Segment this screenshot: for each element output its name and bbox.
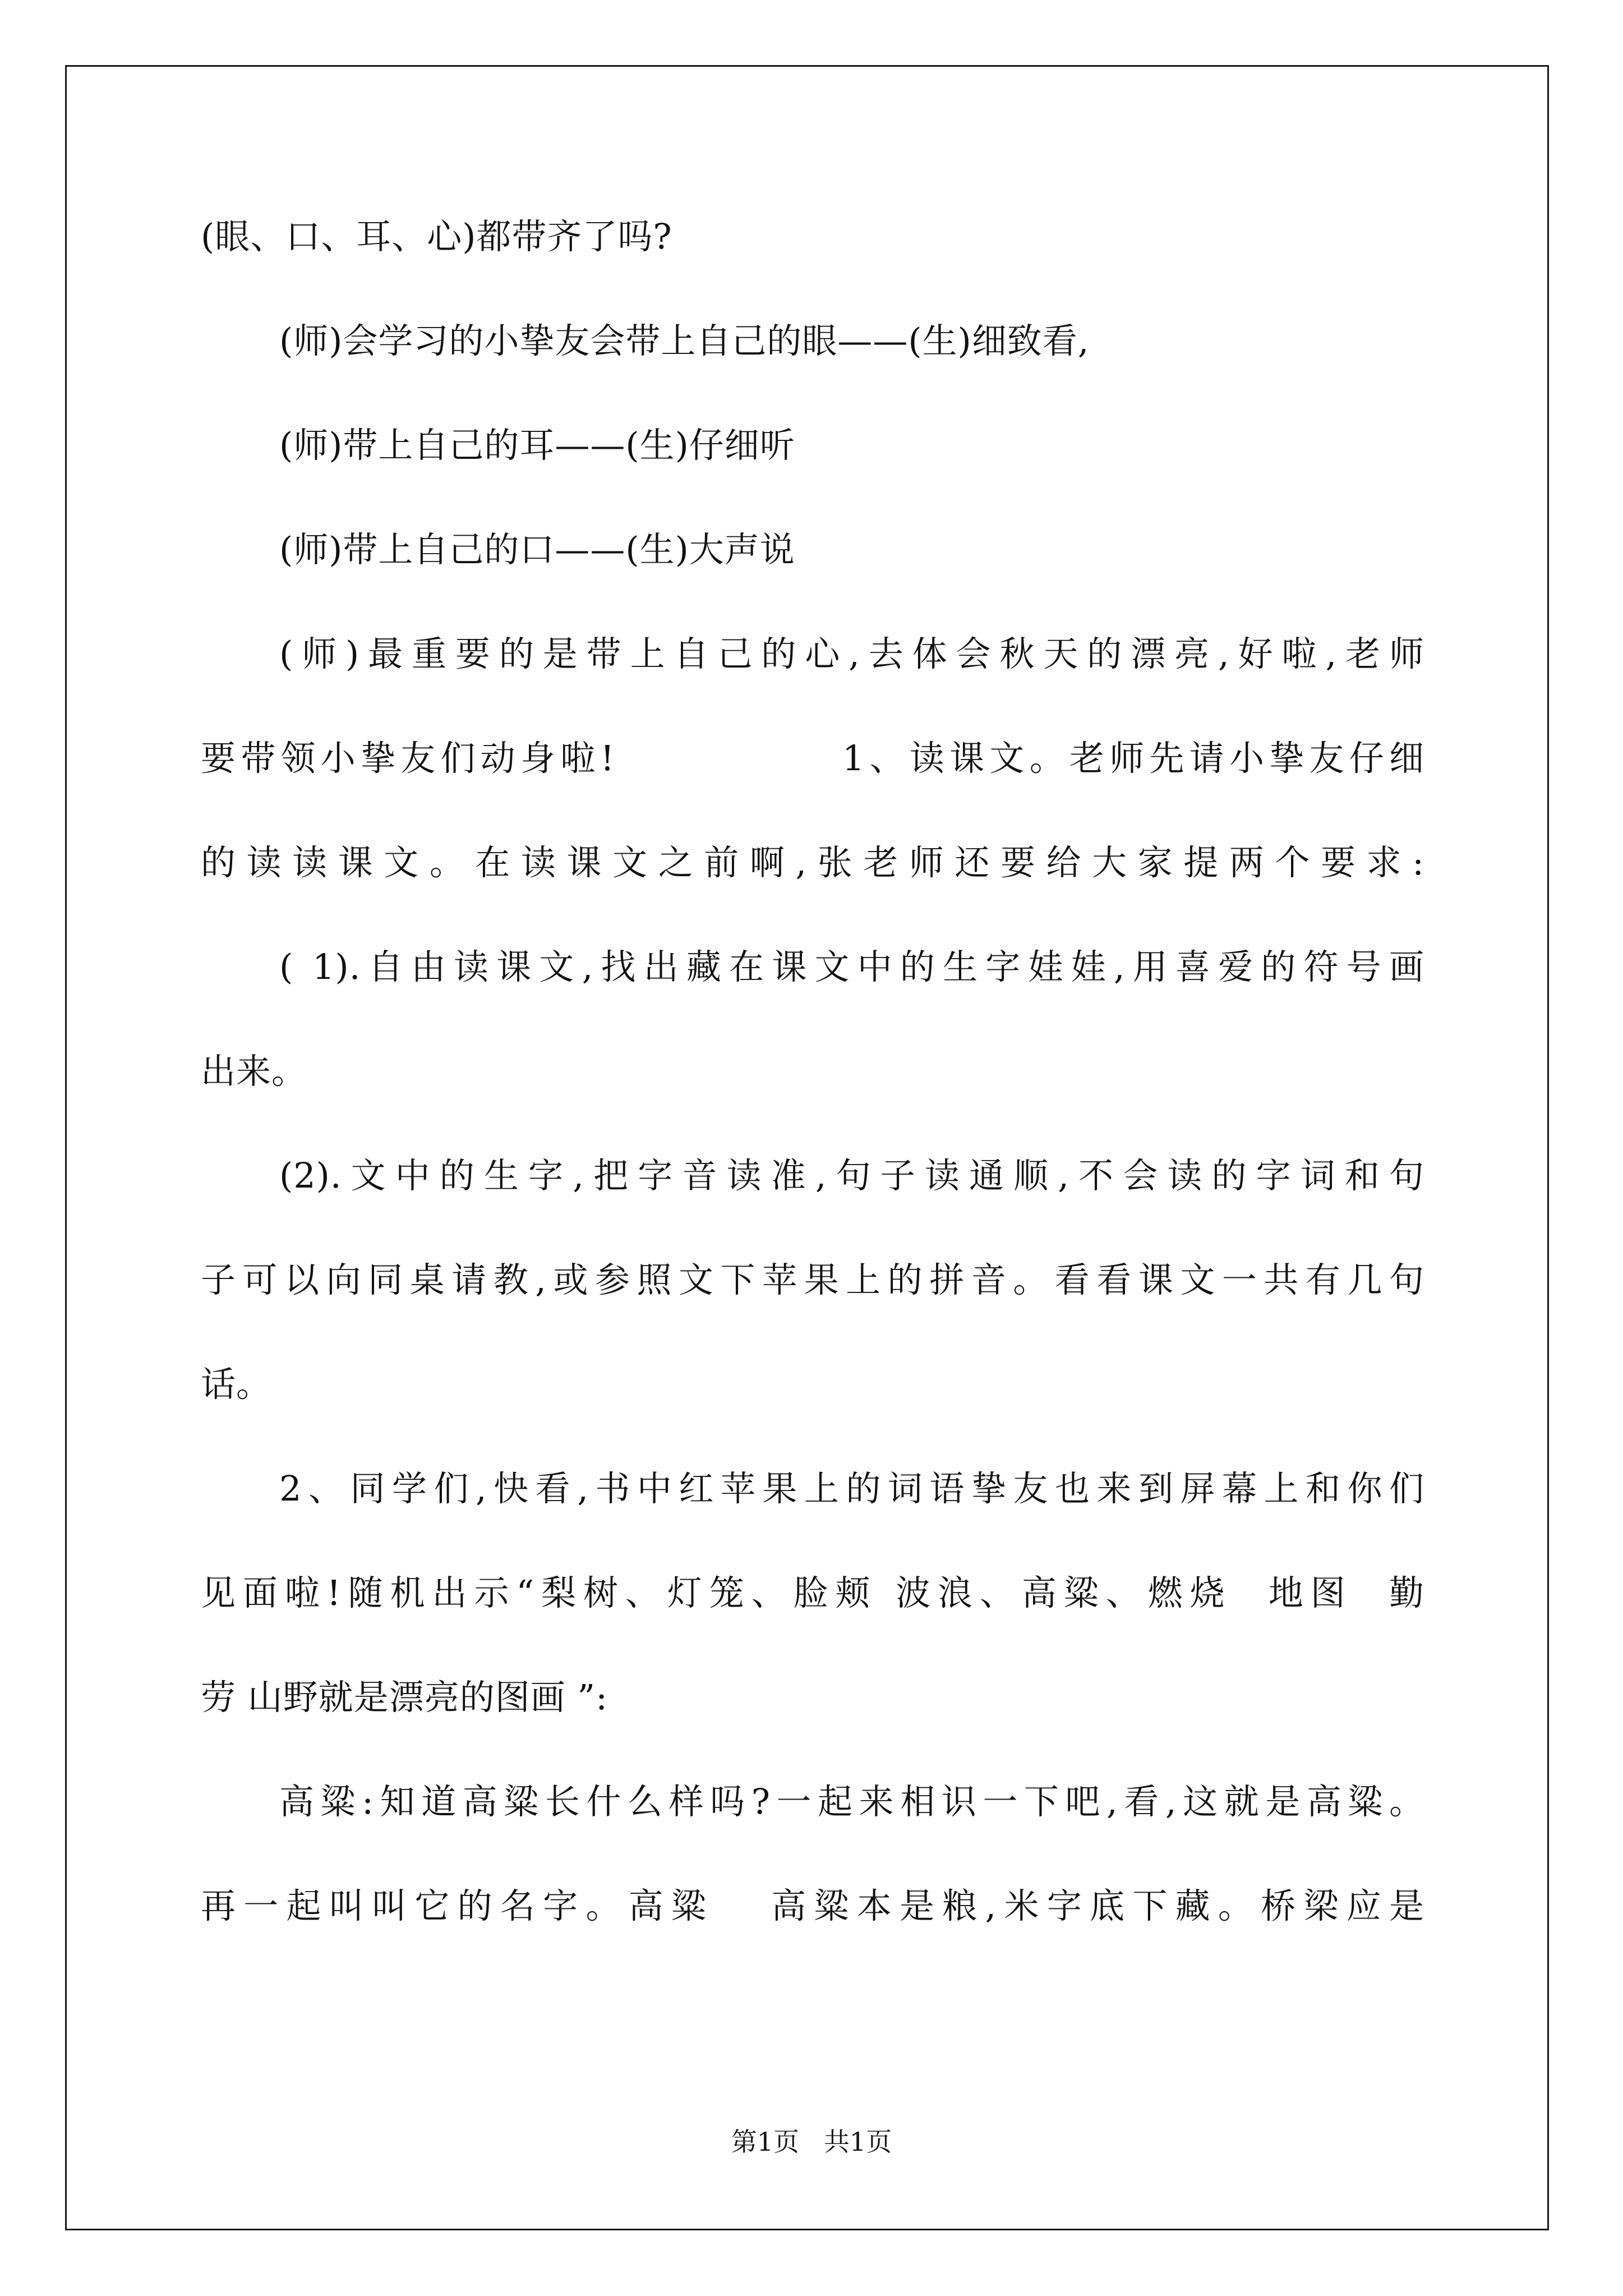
text-line: (眼、口、耳、心)都带齐了吗? (201, 216, 672, 257)
text-line: 出来。 (201, 1051, 307, 1092)
text-line: 再一起叫叫它的名字。高粱 高粱本是粮,米字底下藏。桥梁应是 (201, 1885, 1424, 1926)
text-line: 要带领小挚友们动身啦! 1、读课文。老师先请小挚友仔细 (201, 738, 1424, 779)
text-line: (师)最重要的是带上自己的心,去体会秋天的漂亮,好啦,老师 (279, 633, 1424, 674)
text-line: 2、同学们,快看,书中红苹果上的词语挚友也来到屏幕上和你们 (279, 1468, 1424, 1509)
page-footer: 第1页 共1页 (731, 2127, 892, 2157)
text-line: ( 1).自由读课文,找出藏在课文中的生字娃娃,用喜爱的符号画 (279, 946, 1424, 987)
text-line: (2).文中的生字,把字音读准,句子读通顺,不会读的字词和句 (279, 1155, 1424, 1196)
text-line: (师)带上自己的口——(生)大声说 (279, 529, 795, 570)
text-line: 的读读课文。在读课文之前啊,张老师还要给大家提两个要求: (201, 842, 1424, 883)
text-line: 高粱:知道高粱长什么样吗?一起来相识一下吧,看,这就是高粱。 (279, 1781, 1424, 1822)
text-line: 劳 山野就是漂亮的图画 ”: (201, 1677, 608, 1718)
text-line: (师)会学习的小挚友会带上自己的眼——(生)细致看, (279, 320, 1090, 361)
text-line: 话。 (201, 1364, 272, 1405)
text-line: 子可以向同桌请教,或参照文下苹果上的拼音。看看课文一共有几句 (201, 1259, 1424, 1300)
text-line: 见面啦!随机出示“梨树、灯笼、脸颊 波浪、高粱、燃烧 地图 勤 (201, 1572, 1424, 1613)
text-line: (师)带上自己的耳——(生)仔细听 (279, 425, 795, 466)
